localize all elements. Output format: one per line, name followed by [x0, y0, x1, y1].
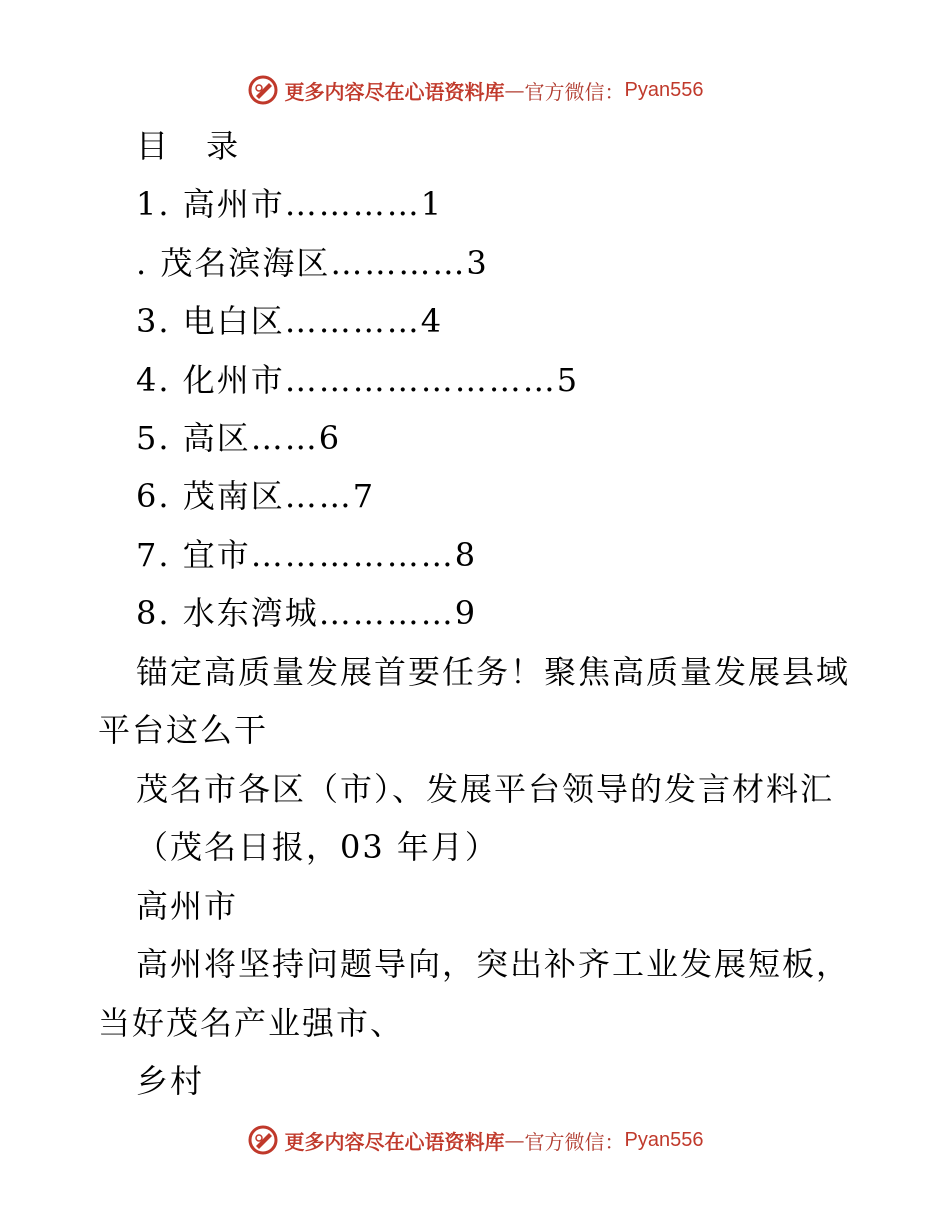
header-watermark: [0, 70, 950, 110]
toc-item: 7. 宜市………………8: [136, 536, 478, 574]
toc-item: 5. 高区……6: [136, 419, 342, 457]
brand-logo-icon: [247, 1124, 279, 1156]
paragraph-line-1: 高州将坚持问题导向，突出补齐工业发展短板，: [136, 945, 851, 983]
toc-item: 1. 高州市…………1: [136, 185, 444, 223]
banner-wechat-label: 官方微信：: [524, 1129, 625, 1154]
banner-brand-text: 更多内容尽在心语资料库: [284, 79, 505, 104]
banner-separator: —: [504, 1128, 525, 1152]
banner-wechat-id: Pyan556: [624, 78, 704, 101]
toc-item: 6. 茂南区……7: [136, 477, 376, 515]
brand-logo-icon: [247, 74, 279, 106]
banner-wechat-label: 官方微信：: [524, 79, 625, 104]
section-title: 高州市: [136, 887, 239, 925]
toc-item: 8. 水东湾城…………9: [136, 594, 478, 632]
headline-line-1: 锚定高质量发展首要任务！聚焦高质量发展县域: [136, 653, 851, 691]
toc-item: 3. 电白区…………4: [136, 302, 444, 340]
toc-item: . 茂名滨海区…………3: [136, 244, 489, 282]
banner-wechat-id: Pyan556: [624, 1128, 704, 1151]
subtitle: 茂名市各区（市）、发展平台领导的发言材料汇: [136, 770, 835, 808]
footer-watermark: [0, 1120, 950, 1160]
paragraph-line-3: 乡村: [136, 1062, 205, 1100]
paragraph-line-2: 当好茂名产业强市、: [98, 1004, 405, 1042]
banner-brand-text: 更多内容尽在心语资料库: [284, 1129, 505, 1154]
toc-title: 目 录: [136, 127, 253, 165]
source-line: （茂名日报，03 年月）: [136, 828, 499, 866]
toc-item: 4. 化州市……………………5: [136, 361, 580, 399]
banner-separator: —: [504, 78, 525, 102]
headline-line-2: 平台这么干: [98, 711, 269, 749]
